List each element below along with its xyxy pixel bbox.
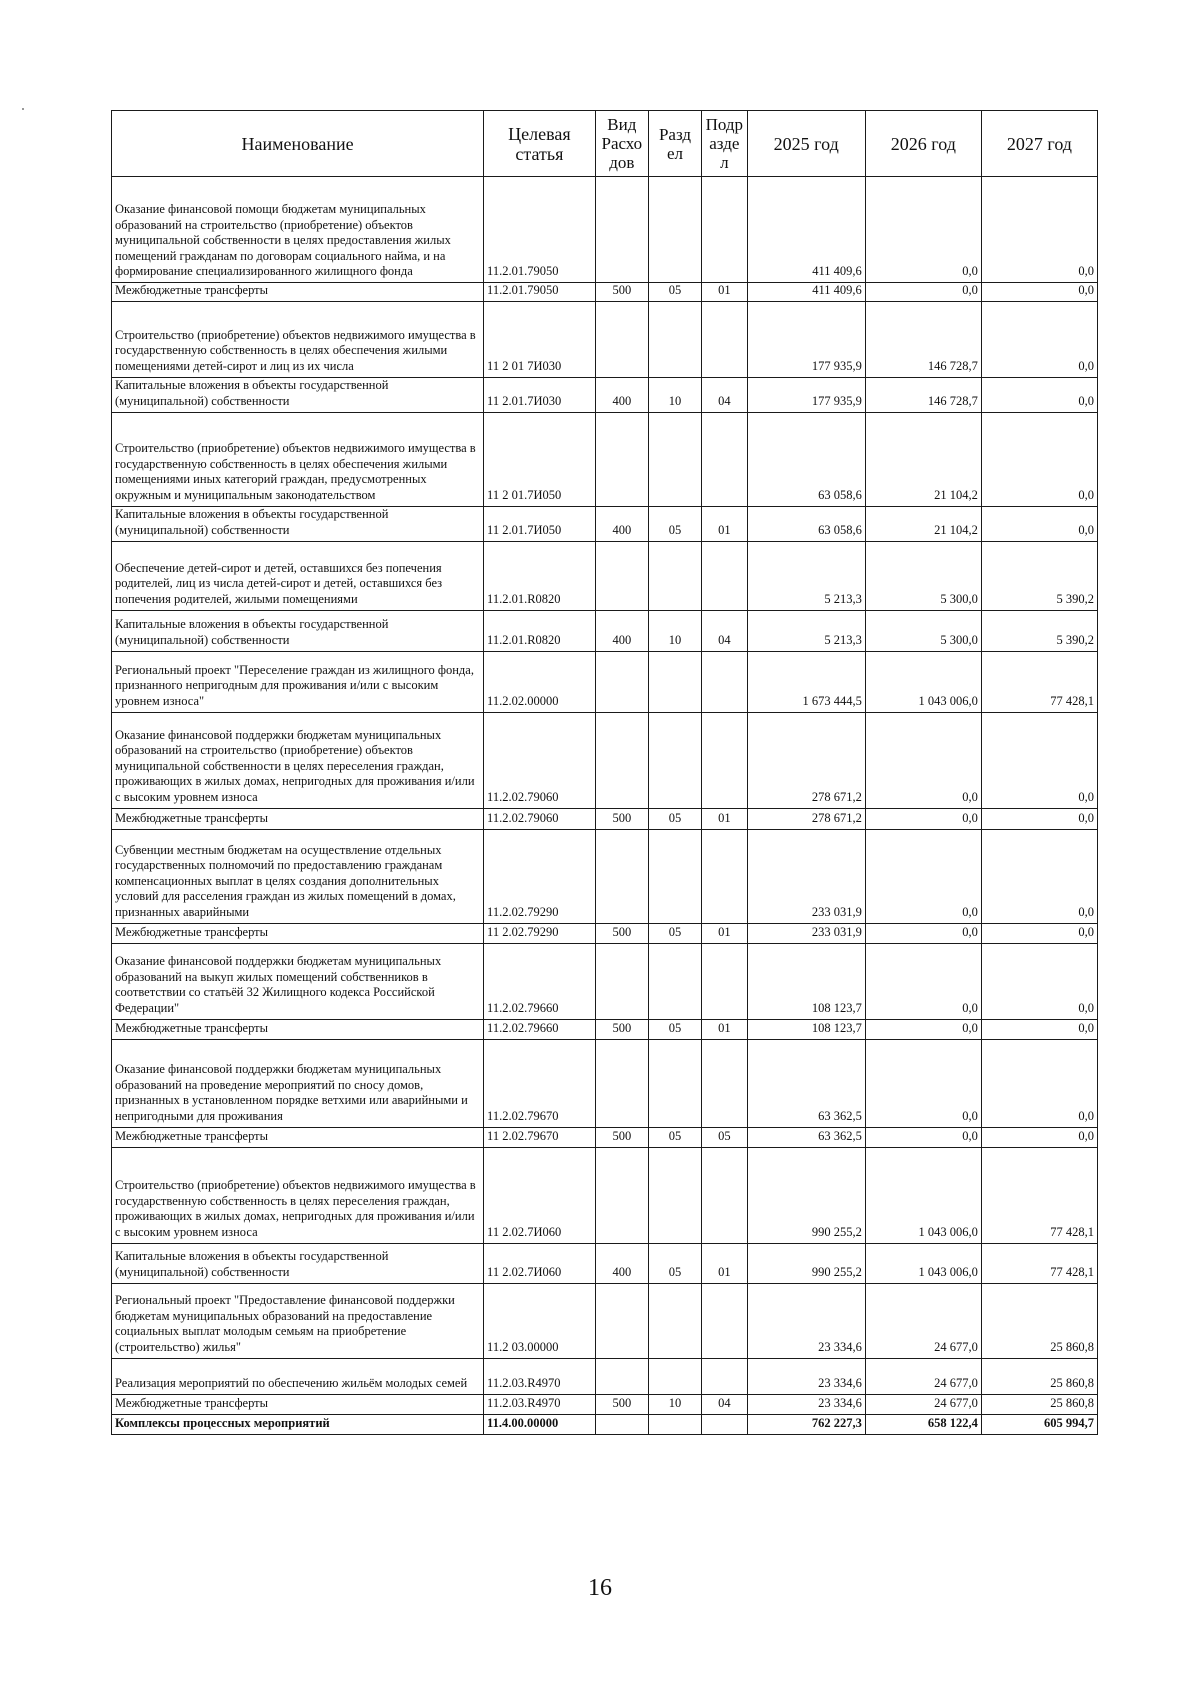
cell-y2027: 0,0 <box>981 808 1097 829</box>
cell-podrazdel: 04 <box>702 377 748 412</box>
header-section: Разд ел <box>648 111 701 177</box>
cell-name: Субвенции местным бюджетам на осуществление отдельных государственных полномочий по предоставлению гражданам компенсационных выплат в целях создания дополнительных условий для расселения граждан из жилых помещений в домах, признанных аварийными <box>112 829 484 923</box>
cell-podrazdel: 01 <box>702 923 748 943</box>
cell-name: Строительство (приобретение) объектов недвижимого имущества в государственную собственность в целях обеспечения жилыми помещениями детей-сирот и лиц из их числа <box>112 301 484 377</box>
cell-name: Межбюджетные трансферты <box>112 923 484 943</box>
cell-y2026: 1 043 006,0 <box>865 1147 981 1243</box>
cell-code: 11.2.01.79050 <box>484 283 596 302</box>
cell-vid: 500 <box>595 283 648 302</box>
table-row <box>112 301 1098 377</box>
cell-podrazdel <box>702 1358 748 1394</box>
cell-name: Комплексы процессных мероприятий <box>112 1414 484 1434</box>
cell-code: 11.2.02.79660 <box>484 943 596 1019</box>
table-row <box>112 1394 1098 1414</box>
page-number: 16 <box>588 1575 612 1601</box>
table-row <box>112 1039 1098 1127</box>
table-row <box>112 808 1098 829</box>
cell-y2027: 25 860,8 <box>981 1394 1097 1414</box>
cell-y2026: 0,0 <box>865 808 981 829</box>
cell-razdel: 05 <box>648 1019 701 1039</box>
cell-code: 11 2.02.79670 <box>484 1127 596 1147</box>
cell-y2025: 5 213,3 <box>747 610 865 651</box>
cell-name: Реализация мероприятий по обеспечению жильём молодых семей <box>112 1358 484 1394</box>
cell-y2027: 77 428,1 <box>981 1243 1097 1283</box>
cell-y2026: 5 300,0 <box>865 610 981 651</box>
cell-podrazdel <box>702 943 748 1019</box>
cell-vid <box>595 1147 648 1243</box>
cell-y2027: 25 860,8 <box>981 1283 1097 1358</box>
cell-code: 11.2.02.79060 <box>484 712 596 808</box>
cell-y2026: 24 677,0 <box>865 1283 981 1358</box>
cell-podrazdel: 04 <box>702 610 748 651</box>
header-year-2025: 2025 год <box>747 111 865 177</box>
cell-podrazdel: 01 <box>702 283 748 302</box>
table-row <box>112 1019 1098 1039</box>
cell-name: Капитальные вложения в объекты государственной (муниципальной) собственности <box>112 610 484 651</box>
cell-name: Межбюджетные трансферты <box>112 1127 484 1147</box>
cell-y2025: 23 334,6 <box>747 1394 865 1414</box>
cell-razdel <box>648 1039 701 1127</box>
table-row <box>112 541 1098 610</box>
cell-vid: 500 <box>595 808 648 829</box>
cell-vid <box>595 301 648 377</box>
cell-y2025: 177 935,9 <box>747 377 865 412</box>
cell-y2025: 762 227,3 <box>747 1414 865 1434</box>
cell-razdel <box>648 412 701 506</box>
table-row <box>112 412 1098 506</box>
cell-name: Оказание финансовой помощи бюджетам муниципальных образований на строительство (приобретение) объектов муниципальной собственности в целях предоставления жилых помещений гражданам по договорам социального найма, и на формирование специализированного жилищного фонда <box>112 177 484 283</box>
cell-y2025: 177 935,9 <box>747 301 865 377</box>
cell-name: Оказание финансовой поддержки бюджетам муниципальных образований на проведение мероприятий по сносу домов, признанных в установленном порядке ветхими или аварийными и непригодными для проживания <box>112 1039 484 1127</box>
cell-y2026: 146 728,7 <box>865 301 981 377</box>
cell-razdel: 05 <box>648 1127 701 1147</box>
cell-y2027: 0,0 <box>981 1127 1097 1147</box>
cell-code: 11.2 03.00000 <box>484 1283 596 1358</box>
cell-vid: 500 <box>595 923 648 943</box>
cell-razdel: 05 <box>648 923 701 943</box>
cell-y2025: 63 362,5 <box>747 1127 865 1147</box>
table-row <box>112 283 1098 302</box>
cell-y2027: 0,0 <box>981 506 1097 541</box>
cell-y2026: 1 043 006,0 <box>865 1243 981 1283</box>
cell-y2026: 658 122,4 <box>865 1414 981 1434</box>
cell-name: Оказание финансовой поддержки бюджетам муниципальных образований на выкуп жилых помещений собственников в соответствии со статьёй 32 Жилищного кодекса Российской Федерации" <box>112 943 484 1019</box>
cell-name: Межбюджетные трансферты <box>112 1394 484 1414</box>
cell-y2025: 108 123,7 <box>747 1019 865 1039</box>
cell-y2027: 0,0 <box>981 301 1097 377</box>
cell-y2027: 0,0 <box>981 1039 1097 1127</box>
cell-podrazdel <box>702 541 748 610</box>
cell-code: 11.2.01.R0820 <box>484 610 596 651</box>
cell-y2026: 21 104,2 <box>865 506 981 541</box>
cell-y2027: 0,0 <box>981 712 1097 808</box>
cell-razdel <box>648 651 701 712</box>
cell-y2026: 0,0 <box>865 177 981 283</box>
cell-razdel <box>648 541 701 610</box>
header-expense-type: Вид Расхо дов <box>595 111 648 177</box>
cell-podrazdel: 01 <box>702 1019 748 1039</box>
cell-y2026: 24 677,0 <box>865 1394 981 1414</box>
cell-y2027: 0,0 <box>981 377 1097 412</box>
cell-y2025: 23 334,6 <box>747 1283 865 1358</box>
table-row <box>112 1147 1098 1243</box>
cell-vid <box>595 1283 648 1358</box>
table-row <box>112 1127 1098 1147</box>
cell-vid <box>595 1414 648 1434</box>
cell-code: 11 2.02.79290 <box>484 923 596 943</box>
table-row <box>112 1283 1098 1358</box>
cell-razdel <box>648 712 701 808</box>
cell-name: Капитальные вложения в объекты государственной (муниципальной) собственности <box>112 1243 484 1283</box>
cell-y2025: 108 123,7 <box>747 943 865 1019</box>
scan-speck <box>22 108 24 110</box>
cell-code: 11 2.02.7И060 <box>484 1147 596 1243</box>
cell-y2025: 233 031,9 <box>747 923 865 943</box>
cell-vid <box>595 651 648 712</box>
cell-razdel: 10 <box>648 377 701 412</box>
cell-podrazdel: 04 <box>702 1394 748 1414</box>
cell-y2027: 77 428,1 <box>981 651 1097 712</box>
cell-code: 11 2.01.7И050 <box>484 506 596 541</box>
cell-razdel: 05 <box>648 808 701 829</box>
cell-razdel <box>648 1147 701 1243</box>
cell-vid: 400 <box>595 610 648 651</box>
cell-podrazdel <box>702 301 748 377</box>
cell-y2027: 25 860,8 <box>981 1358 1097 1394</box>
cell-y2025: 278 671,2 <box>747 808 865 829</box>
cell-razdel: 05 <box>648 283 701 302</box>
cell-y2025: 411 409,6 <box>747 177 865 283</box>
cell-y2025: 278 671,2 <box>747 712 865 808</box>
cell-y2027: 0,0 <box>981 283 1097 302</box>
cell-vid <box>595 829 648 923</box>
cell-y2025: 990 255,2 <box>747 1243 865 1283</box>
cell-vid <box>595 943 648 1019</box>
cell-name: Межбюджетные трансферты <box>112 808 484 829</box>
cell-name: Капитальные вложения в объекты государственной (муниципальной) собственности <box>112 506 484 541</box>
cell-y2027: 77 428,1 <box>981 1147 1097 1243</box>
cell-vid: 500 <box>595 1127 648 1147</box>
cell-y2027: 0,0 <box>981 829 1097 923</box>
cell-y2026: 0,0 <box>865 1039 981 1127</box>
cell-name: Оказание финансовой поддержки бюджетам муниципальных образований на строительство (приобретение) объектов муниципальной собственности в целях переселения граждан, проживающих в жилых домах, непригодных для проживания и/или с высоким уровнем износа <box>112 712 484 808</box>
cell-vid <box>595 712 648 808</box>
cell-code: 11.2.02.00000 <box>484 651 596 712</box>
cell-code: 11.2.02.79660 <box>484 1019 596 1039</box>
cell-vid <box>595 1358 648 1394</box>
cell-code: 11 2.02.7И060 <box>484 1243 596 1283</box>
table-row <box>112 1358 1098 1394</box>
cell-razdel <box>648 829 701 923</box>
header-row <box>112 111 1098 177</box>
cell-y2026: 0,0 <box>865 712 981 808</box>
cell-podrazdel <box>702 1147 748 1243</box>
cell-vid: 400 <box>595 1243 648 1283</box>
cell-vid <box>595 1039 648 1127</box>
cell-y2025: 5 213,3 <box>747 541 865 610</box>
budget-table <box>111 110 1098 1435</box>
cell-y2026: 0,0 <box>865 923 981 943</box>
cell-razdel <box>648 177 701 283</box>
total-row <box>112 1414 1098 1434</box>
table-body <box>112 177 1098 1435</box>
cell-razdel <box>648 1414 701 1434</box>
cell-y2027: 5 390,2 <box>981 610 1097 651</box>
cell-y2026: 1 043 006,0 <box>865 651 981 712</box>
cell-razdel <box>648 1358 701 1394</box>
cell-y2026: 146 728,7 <box>865 377 981 412</box>
cell-vid <box>595 177 648 283</box>
cell-y2026: 0,0 <box>865 829 981 923</box>
cell-y2027: 0,0 <box>981 177 1097 283</box>
cell-name: Региональный проект "Предоставление финансовой поддержки бюджетам муниципальных образований на предоставление социальных выплат молодым семьям на приобретение (строительство) жилья" <box>112 1283 484 1358</box>
cell-y2027: 605 994,7 <box>981 1414 1097 1434</box>
header-subsection: Подр азде л <box>702 111 748 177</box>
table-row <box>112 506 1098 541</box>
cell-code: 11 2.01.7И030 <box>484 377 596 412</box>
table-row <box>112 923 1098 943</box>
cell-name: Строительство (приобретение) объектов недвижимого имущества в государственную собственность в целях переселения граждан, проживающих в жилых домах, непригодных для проживания и/или с высоким уровнем износа <box>112 1147 484 1243</box>
cell-razdel <box>648 1283 701 1358</box>
cell-y2026: 0,0 <box>865 943 981 1019</box>
table-row <box>112 712 1098 808</box>
cell-y2025: 233 031,9 <box>747 829 865 923</box>
budget-sheet <box>111 110 1098 1435</box>
cell-y2027: 0,0 <box>981 943 1097 1019</box>
cell-y2027: 0,0 <box>981 412 1097 506</box>
cell-razdel: 10 <box>648 1394 701 1414</box>
cell-y2026: 5 300,0 <box>865 541 981 610</box>
cell-razdel: 10 <box>648 610 701 651</box>
cell-code: 11.2.03.R4970 <box>484 1394 596 1414</box>
cell-razdel: 05 <box>648 1243 701 1283</box>
cell-code: 11 2 01 7И030 <box>484 301 596 377</box>
cell-y2025: 23 334,6 <box>747 1358 865 1394</box>
table-row <box>112 377 1098 412</box>
cell-podrazdel: 01 <box>702 1243 748 1283</box>
cell-vid <box>595 412 648 506</box>
cell-code: 11 2 01.7И050 <box>484 412 596 506</box>
cell-vid: 500 <box>595 1394 648 1414</box>
cell-y2026: 24 677,0 <box>865 1358 981 1394</box>
cell-code: 11.2.02.79060 <box>484 808 596 829</box>
cell-code: 11.2.01.79050 <box>484 177 596 283</box>
header-name: Наименование <box>112 111 484 177</box>
cell-y2027: 5 390,2 <box>981 541 1097 610</box>
header-target-article: Целевая статья <box>484 111 596 177</box>
cell-name: Капитальные вложения в объекты государственной (муниципальной) собственности <box>112 377 484 412</box>
cell-podrazdel <box>702 1039 748 1127</box>
header-year-2027: 2027 год <box>981 111 1097 177</box>
cell-podrazdel: 01 <box>702 506 748 541</box>
cell-y2026: 21 104,2 <box>865 412 981 506</box>
cell-y2025: 63 058,6 <box>747 412 865 506</box>
cell-podrazdel <box>702 177 748 283</box>
cell-vid: 400 <box>595 377 648 412</box>
cell-y2025: 411 409,6 <box>747 283 865 302</box>
cell-razdel <box>648 301 701 377</box>
table-row <box>112 651 1098 712</box>
table-row <box>112 610 1098 651</box>
cell-podrazdel <box>702 1414 748 1434</box>
cell-code: 11.2.03.R4970 <box>484 1358 596 1394</box>
table-row <box>112 943 1098 1019</box>
cell-razdel: 05 <box>648 506 701 541</box>
cell-razdel <box>648 943 701 1019</box>
cell-vid: 500 <box>595 1019 648 1039</box>
cell-code: 11.4.00.00000 <box>484 1414 596 1434</box>
cell-name: Строительство (приобретение) объектов недвижимого имущества в государственную собственность в целях обеспечения жилыми помещениями иных категорий граждан, предусмотренных окружным и муниципальным законодательством <box>112 412 484 506</box>
cell-name: Обеспечение детей-сирот и детей, оставшихся без попечения родителей, лиц из числа детей-сирот и детей, оставшихся без попечения родителей, жилыми помещениями <box>112 541 484 610</box>
cell-vid: 400 <box>595 506 648 541</box>
header-year-2026: 2026 год <box>865 111 981 177</box>
cell-y2025: 63 058,6 <box>747 506 865 541</box>
cell-y2025: 1 673 444,5 <box>747 651 865 712</box>
cell-y2026: 0,0 <box>865 1019 981 1039</box>
cell-podrazdel <box>702 829 748 923</box>
cell-name: Межбюджетные трансферты <box>112 1019 484 1039</box>
cell-code: 11.2.02.79290 <box>484 829 596 923</box>
cell-y2027: 0,0 <box>981 923 1097 943</box>
cell-code: 11.2.02.79670 <box>484 1039 596 1127</box>
cell-y2026: 0,0 <box>865 283 981 302</box>
cell-name: Межбюджетные трансферты <box>112 283 484 302</box>
cell-y2025: 990 255,2 <box>747 1147 865 1243</box>
cell-podrazdel <box>702 651 748 712</box>
cell-y2026: 0,0 <box>865 1127 981 1147</box>
cell-podrazdel <box>702 1283 748 1358</box>
cell-podrazdel <box>702 712 748 808</box>
table-row <box>112 177 1098 283</box>
cell-podrazdel <box>702 412 748 506</box>
cell-name: Региональный проект "Переселение граждан из жилищного фонда, признанного непригодным для проживания и/или с высоким уровнем износа" <box>112 651 484 712</box>
cell-podrazdel: 01 <box>702 808 748 829</box>
cell-podrazdel: 05 <box>702 1127 748 1147</box>
cell-code: 11.2.01.R0820 <box>484 541 596 610</box>
table-row <box>112 1243 1098 1283</box>
cell-y2027: 0,0 <box>981 1019 1097 1039</box>
table-row <box>112 829 1098 923</box>
cell-y2025: 63 362,5 <box>747 1039 865 1127</box>
cell-vid <box>595 541 648 610</box>
